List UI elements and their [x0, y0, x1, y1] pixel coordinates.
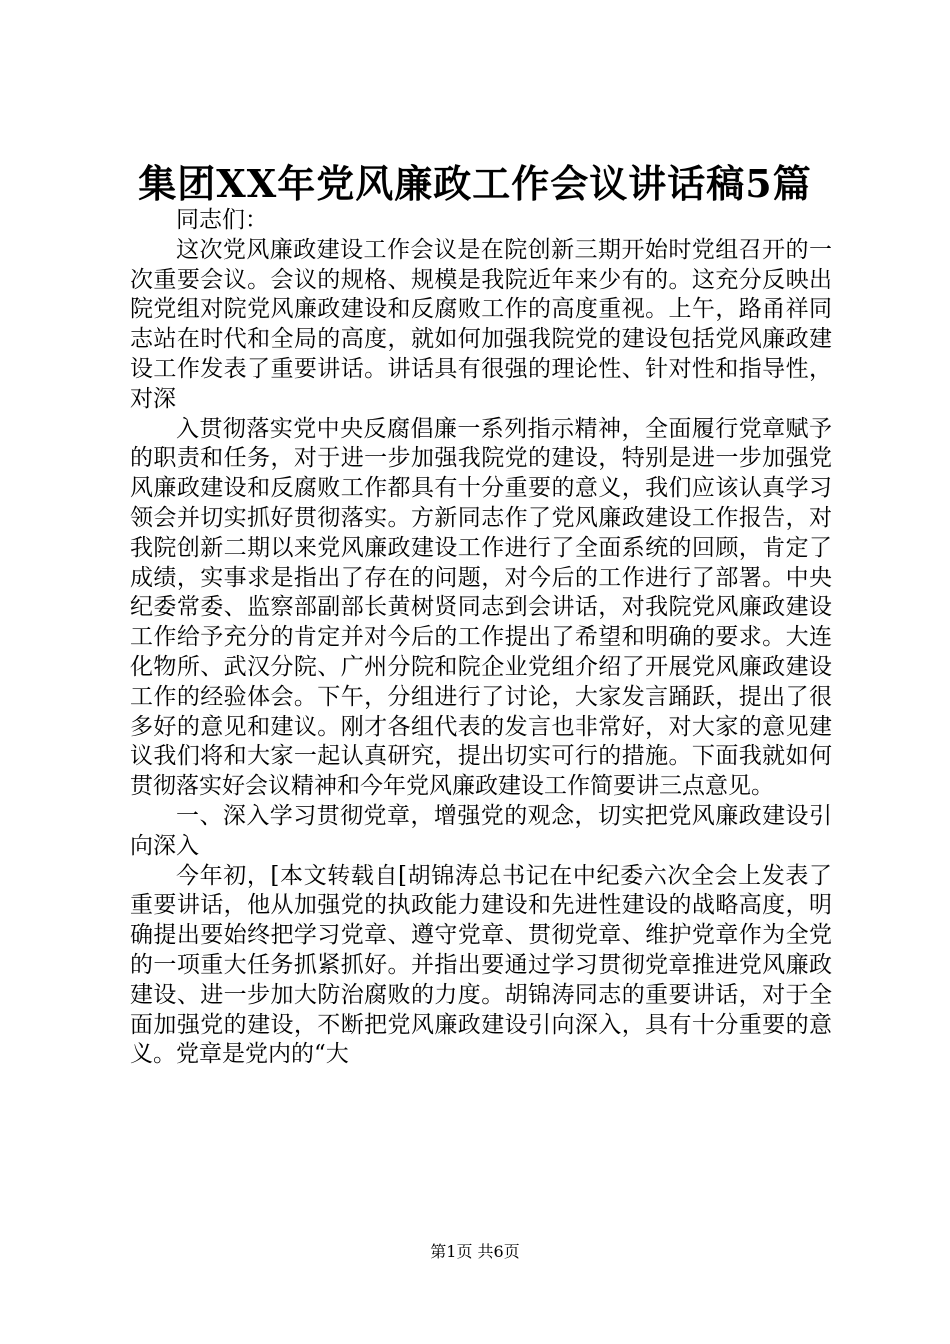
paragraph: 入贯彻落实党中央反腐倡廉一系列指示精神，全面履行党章赋予的职责和任务，对于进一步加强我院党的建设，特别是进一步加强党风廉政建设和反腐败工作都具有十分重要的意义，我们应该认真学习领会并切实抓好贯彻落实。方新同志作了党风廉政建设工作报告，对我院创新二期以来党风廉政建设工作进行了全面系统的回顾，肯定了成绩，实事求是指出了存在的问题，对今后的工作进行了部署。中央纪委常委、监察部副部长黄树贤同志到会讲话，对我院党风廉政建设工作给予充分的肯定并对今后的工作提出了希望和明确的要求。大连化物所、武汉分院、广州分院和院企业党组介绍了开展党风廉政建设工作的经验体会。下午，分组进行了讨论，大家发言踊跃，提出了很多好的意见和建议。刚才各组代表的发言也非常好，对大家的意见建议我们将和大家一起认真研究，提出切实可行的措施。下面我就如何贯彻落实好会议精神和今年党风廉政建设工作简要讲三点意见。	[130, 415, 832, 800]
paragraph: 这次党风廉政建设工作会议是在院创新三期开始时党组召开的一次重要会议。会议的规格、规模是我院近年来少有的。这充分反映出院党组对院党风廉政建设和反腐败工作的高度重视。上午，路甬祥同志站在时代和全局的高度，就如何加强我院党的建设包括党风廉政建设工作发表了重要讲话。讲话具有很强的理论性、针对性和指导性，对深	[130, 236, 832, 412]
salutation: 同志们：	[176, 207, 268, 233]
document-body	[130, 206, 832, 1070]
document-title: 集团XX年党风廉政工作会议讲话稿5篇	[138, 161, 812, 206]
paragraph: 今年初，[本文转载自[胡锦涛总书记在中纪委六次全会上发表了重要讲话，他从加强党的执政能力建设和先进性建设的战略高度，明确提出要始终把学习党章、遵守党章、贯彻党章、维护党章作为全党的一项重大任务抓紧抓好。并指出要通过学习贯彻党章推进党风廉政建设、进一步加大防治腐败的力度。胡锦涛同志的重要讲话，对于全面加强党的建设，不断把党风廉政建设引向深入，具有十分重要的意义。党章是党内的“大	[130, 862, 832, 1068]
page-footer: 第1页 共6页	[430, 1242, 520, 1261]
section-heading: 一、深入学习贯彻党章，增强党的观念，切实把党风廉政建设引向深入	[130, 802, 832, 859]
